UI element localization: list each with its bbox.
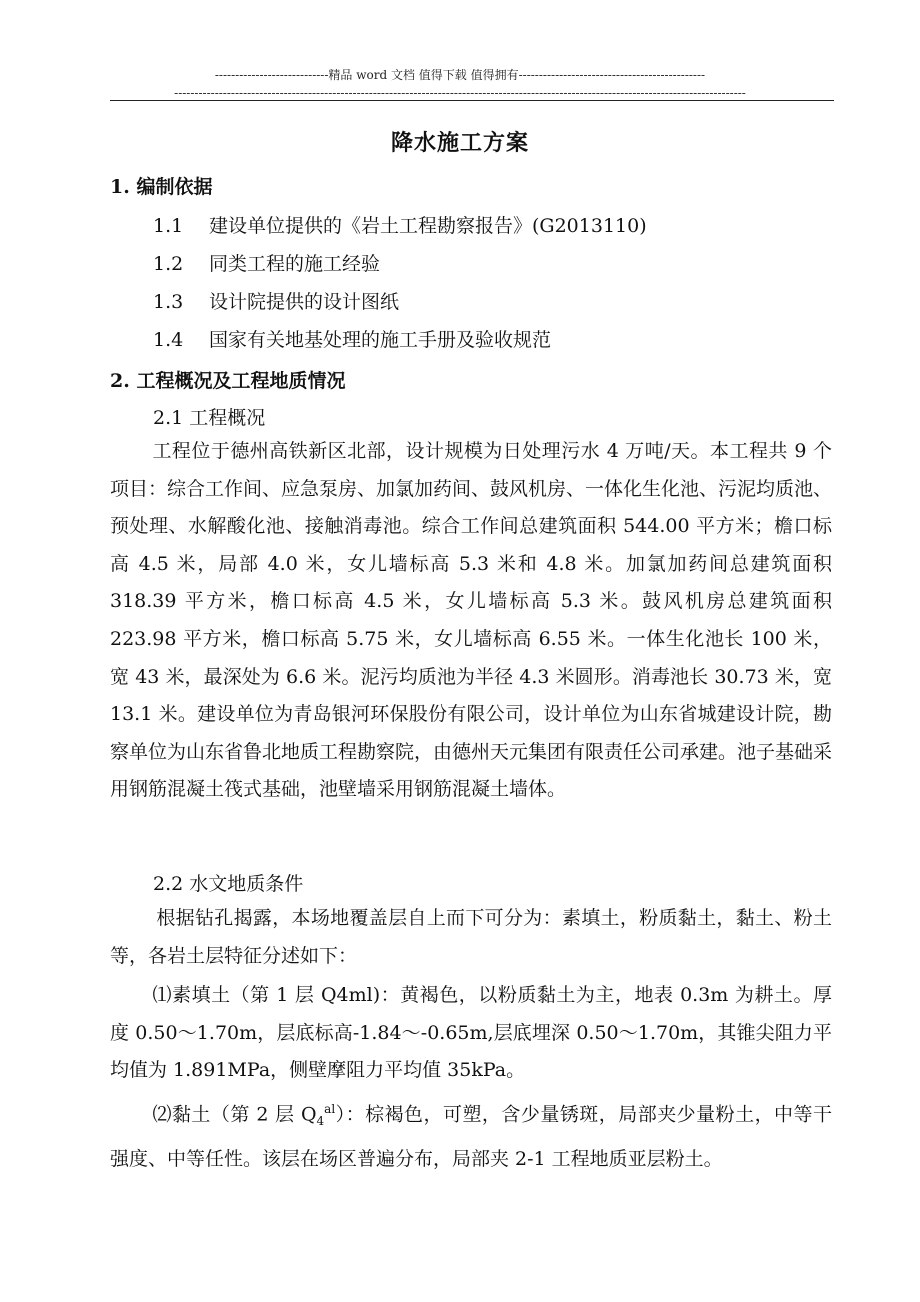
layer-2-superscript: al (324, 1102, 336, 1116)
layer-2-prefix: ⑵黏土（第 2 层 Q (152, 1103, 317, 1126)
overview-text: 工程位于德州高铁新区北部，设计规模为日处理污水 4 万吨/天。本工程共 9 个项目：综合工作间、应急泵房、加氯加药间、鼓风机房、一体化生化池、污泥均质池、预处理、水解酸化池、接触消毒池。综合工作间总建筑面积 544.00 平方米；檐口标高 4.5 米，局部 4.0 米，女儿墙标高 5.3 米和 4.8 米。加氯加药间总建筑面积 318.39 平方米，檐口标高 4.5 米，女儿墙标高 5.3 米。鼓风机房总建筑面积 223.98 平方米，檐口标高 5.75 米，女儿墙标高 6.55 米。一体生化池长 100 米，宽 43 米，最深处为 6.6 米。泥污均质池为半径 4.3 米圆形。消毒池长 30.73 米，宽 13.1 米。建设单位为青岛银河环保股份有限公司，设计单位为山东省城建设计院，勘察单位为山东省鲁北地质工程勘察院，由德州天元集团有限责任公司承建。池子基础采用钢筋混凝土筏式基础，池壁墙采用钢筋混凝土墙体。 (110, 440, 833, 801)
list-item-number: 1.4 (153, 329, 184, 351)
list-item-text: 建设单位提供的《岩土工程勘察报告》(G2013110) (209, 215, 647, 237)
list-item-number: 1.2 (153, 253, 184, 275)
layer-1-text: ⑴素填土（第 1 层 Q4ml)：黄褐色，以粉质黏土为主，地表 0.3m 为耕土。厚度 0.50～1.70m，层底标高-1.84～-0.65m,层底埋深 0.50～1.70m，其锥尖阻力平均值为 1.891MPa，侧壁摩阻力平均值 35kPa。 (110, 984, 832, 1082)
list-item-number: 1.1 (153, 215, 184, 237)
list-item-text: 设计院提供的设计图纸 (209, 291, 400, 313)
list-item-text: 国家有关地基处理的施工手册及验收规范 (209, 329, 552, 351)
section-1-heading: 1. 编制依据 (110, 176, 213, 198)
subsection-2-2-heading: 2.2 水文地质条件 (153, 873, 304, 895)
layer-2-paragraph (110, 1091, 832, 1178)
list-item-number: 1.3 (153, 291, 184, 313)
list-item-text: 同类工程的施工经验 (209, 253, 381, 275)
section-2-heading: 2. 工程概况及工程地质情况 (110, 370, 346, 392)
layer-2-text: ）：棕褐色，可塑，含少量锈斑，局部夹少量粉土，中等干强度、中等任性。该层在场区普遍分布，局部夹 2-1 工程地质亚层粉土。 (110, 1103, 832, 1170)
hydro-intro-text: 根据钻孔揭露，本场地覆盖层自上而下可分为：素填土，粉质黏土，黏土、粉土等，各岩土层特征分述如下： (110, 907, 832, 967)
subsection-2-1-heading: 2.1 工程概况 (153, 407, 266, 429)
hydro-intro-paragraph (110, 900, 832, 975)
header-rule (110, 100, 834, 101)
overview-paragraph (110, 433, 832, 809)
layer-2-subscript: 4 (316, 1114, 325, 1129)
list-item (153, 249, 380, 276)
list-item (153, 211, 647, 238)
header-banner: ----------------------------精品 word 文档 值得下载 值得拥有---------------------------------------------- (214, 68, 706, 82)
layer-1-paragraph (110, 977, 832, 1090)
header-dashes: --------------------------------------------------------------------------------------------------------------------------------------------- (174, 86, 746, 100)
list-item (153, 287, 399, 314)
list-item (153, 325, 551, 352)
page-title: 降水施工方案 (390, 130, 529, 156)
